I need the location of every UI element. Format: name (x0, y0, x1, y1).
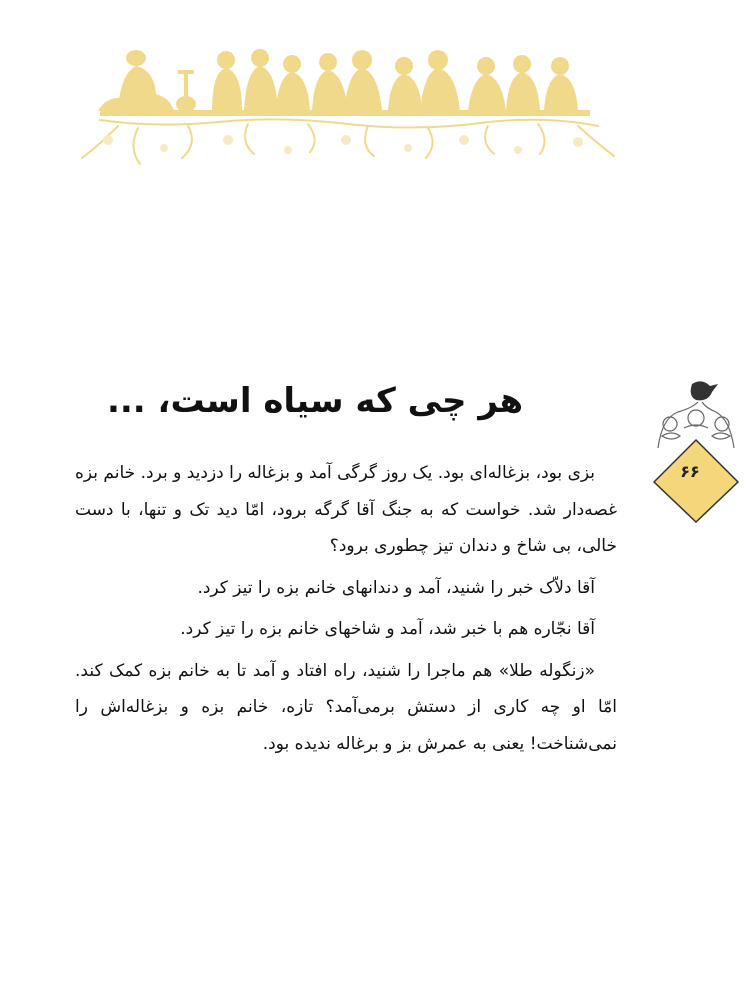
chapter-title: هر چی که سیاه است، ... (106, 380, 524, 421)
story-body (75, 455, 617, 767)
page-number: ۶۶ (680, 462, 700, 481)
story-paragraph: بزی بود، بزغاله‌ای بود. یک روز گرگی آمد و بزغاله را دزدید و برد. خانم بزه غصه‌دار شد. خواست که به جنگ آقا گرگه برود، امّا دید تک و تنها، با دست خالی، بی شاخ و دندان تیز چطوری برود؟ (75, 463, 617, 556)
storytellers-banner-illustration (78, 36, 618, 171)
story-paragraph: آقا نجّاره هم با خبر شد، آمد و شاخهای خانم بزه را تیز کرد. (180, 619, 595, 639)
bird-on-flowers-ornament (648, 378, 744, 523)
story-paragraph: آقا دلاّک خبر را شنید، آمد و دندانهای خانم بزه را تیز کرد. (197, 577, 595, 598)
story-paragraph: «زنگوله طلا» هم ماجرا را شنید، راه افتاد و آمد تا به خانم بزه کمک کند. امّا او چه کاری از دستش برمی‌آمد؟ تازه، خانم بزه و بزغاله‌اش را نمی‌شناخت! یعنی به عمرش بز و برغاله ندیده بود. (75, 660, 617, 754)
